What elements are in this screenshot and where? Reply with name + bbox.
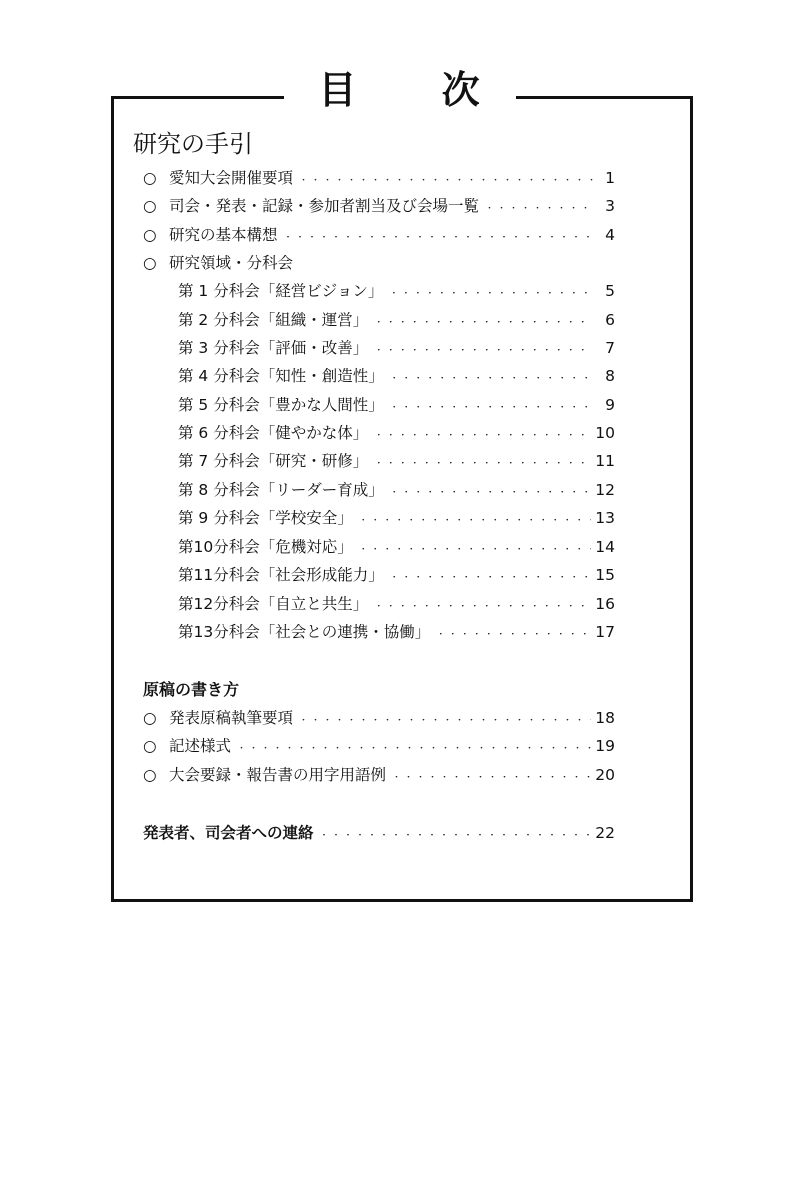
toc-subitem[interactable]	[178, 536, 615, 561]
toc-subitem[interactable]	[178, 564, 615, 589]
toc-subitem-page: 6	[605, 311, 615, 329]
toc-subitem[interactable]	[178, 507, 615, 532]
toc-subitem[interactable]	[178, 621, 615, 646]
toc-item[interactable]	[143, 707, 615, 732]
toc-item[interactable]	[143, 167, 615, 192]
leader-dots	[284, 224, 593, 249]
toc-subitem-page: 10	[595, 424, 615, 442]
leader-dots	[374, 593, 591, 618]
toc-item-label: 研究領域・分科会	[169, 254, 294, 272]
leader-dots	[299, 707, 591, 732]
toc-subitem[interactable]	[178, 280, 615, 305]
toc-item-contact[interactable]	[143, 822, 615, 847]
toc-subitem-page: 5	[605, 282, 615, 300]
section-heading-research-guide: 研究の手引	[133, 130, 253, 158]
toc-item-page: 22	[595, 824, 615, 842]
toc-subitem-label: 第 8 分科会「リーダー育成」	[178, 481, 384, 499]
leader-dots	[436, 621, 591, 646]
circle-bullet: ○	[143, 226, 157, 244]
toc-item-label: 発表者、司会者への連絡	[143, 824, 314, 842]
leader-dots	[237, 735, 591, 760]
toc-subitem-page: 7	[605, 339, 615, 357]
toc-subitem-label: 第 3 分科会「評価・改善」	[178, 339, 369, 357]
toc-title-wrap	[0, 64, 800, 116]
toc-subitem-label: 第 7 分科会「研究・研修」	[178, 452, 369, 470]
toc-subitem[interactable]	[178, 394, 615, 419]
toc-title: 目 次	[284, 64, 515, 116]
circle-bullet: ○	[143, 169, 157, 187]
leader-dots	[374, 337, 593, 362]
toc-subitem-label: 第10分科会「危機対応」	[178, 538, 353, 556]
leader-dots	[485, 195, 593, 220]
toc-subitem[interactable]	[178, 309, 615, 334]
toc-item[interactable]	[143, 195, 615, 220]
toc-subitem-page: 11	[595, 452, 615, 470]
toc-item-label: 司会・発表・記録・参加者割当及び会場一覧	[169, 197, 480, 215]
toc-subitem-label: 第 1 分科会「経営ビジョン」	[178, 282, 384, 300]
toc-item-label: 大会要録・報告書の用字用語例	[169, 766, 387, 784]
toc-item-page: 19	[595, 737, 615, 755]
toc-item-page: 4	[605, 226, 615, 244]
leader-dots	[374, 309, 593, 334]
toc-item-label: 発表原稿執筆要項	[169, 709, 294, 727]
leader-dots	[390, 394, 593, 419]
toc-subitem-page: 16	[595, 595, 615, 613]
leader-dots	[390, 564, 592, 589]
toc-subitem[interactable]	[178, 450, 615, 475]
toc-item[interactable]	[143, 764, 615, 789]
leader-dots	[359, 507, 592, 532]
toc-item-page: 3	[605, 197, 615, 215]
toc-subitem-label: 第 5 分科会「豊かな人間性」	[178, 396, 384, 414]
toc-subitem-label: 第 9 分科会「学校安全」	[178, 509, 353, 527]
toc-subitem[interactable]	[178, 337, 615, 362]
toc-item-label: 愛知大会開催要項	[169, 169, 294, 187]
toc-subitem-page: 12	[595, 481, 615, 499]
leader-dots	[320, 822, 592, 847]
toc-subitem-page: 13	[595, 509, 615, 527]
leader-dots	[389, 280, 593, 305]
toc-item-page: 20	[595, 766, 615, 784]
circle-bullet: ○	[143, 709, 157, 727]
leader-dots	[390, 365, 593, 390]
leader-dots	[374, 450, 591, 475]
toc-item-page: 18	[595, 709, 615, 727]
leader-dots	[390, 479, 592, 504]
toc-subitem-page: 8	[605, 367, 615, 385]
toc-item-page: 1	[605, 169, 615, 187]
toc-subitem-label: 第13分科会「社会との連携・協働」	[178, 623, 431, 641]
leader-dots	[359, 536, 592, 561]
toc-subitem[interactable]	[178, 479, 615, 504]
toc-subitem-label: 第12分科会「自立と共生」	[178, 595, 369, 613]
leader-dots	[392, 764, 591, 789]
toc-subitem-page: 15	[595, 566, 615, 584]
circle-bullet: ○	[143, 737, 157, 755]
circle-bullet: ○	[143, 254, 157, 272]
toc-subitem-label: 第11分科会「社会形成能力」	[178, 566, 384, 584]
toc-subitem-page: 17	[595, 623, 615, 641]
toc-subitem[interactable]	[178, 365, 615, 390]
circle-bullet: ○	[143, 766, 157, 784]
toc-item-group[interactable]	[143, 252, 615, 274]
toc-subitem-page: 9	[605, 396, 615, 414]
toc-subitem-label: 第 6 分科会「健やかな体」	[178, 424, 369, 442]
toc-item[interactable]	[143, 735, 615, 760]
toc-item-label: 記述様式	[169, 737, 232, 755]
toc-item[interactable]	[143, 224, 615, 249]
circle-bullet: ○	[143, 197, 157, 215]
toc-subitem-page: 14	[595, 538, 615, 556]
toc-subitem[interactable]	[178, 593, 615, 618]
toc-subitem-label: 第 4 分科会「知性・創造性」	[178, 367, 384, 385]
section-heading-writing-guide: 原稿の書き方	[143, 680, 240, 699]
toc-subitem-label: 第 2 分科会「組織・運営」	[178, 311, 369, 329]
leader-dots	[299, 167, 593, 192]
leader-dots	[374, 422, 591, 447]
toc-subitem[interactable]	[178, 422, 615, 447]
toc-item-label: 研究の基本構想	[169, 226, 278, 244]
